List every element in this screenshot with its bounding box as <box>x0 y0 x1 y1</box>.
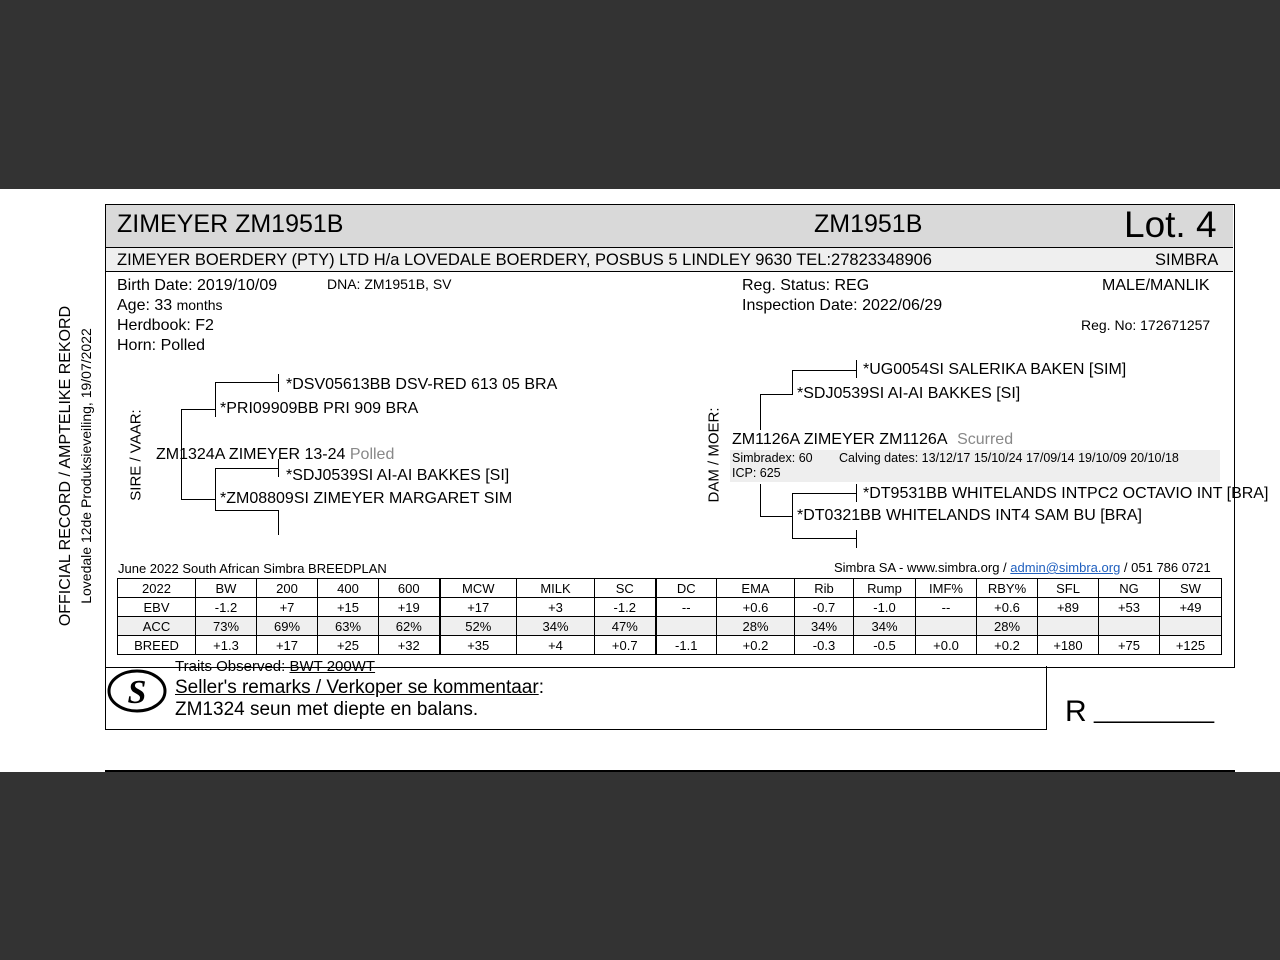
ebv-row-acc-cell: 28% <box>717 617 795 636</box>
horn-status: Horn: Polled <box>117 337 206 354</box>
dam-label: DAM / MOER: <box>705 407 723 503</box>
birth-date: Birth Date: 2019/10/09 <box>117 277 278 294</box>
simbra-contact: Simbra SA - www.simbra.org / admin@simbra.org / 051 786 0721 <box>834 560 1211 575</box>
ebv-row-acc-cell: ACC <box>118 617 196 636</box>
ebv-header-row-cell: Rib <box>795 579 854 598</box>
ebv-row-ebv-cell: +49 <box>1160 598 1222 617</box>
ebv-row-acc-cell: 62% <box>379 617 440 636</box>
traits-observed: Traits Observed: BWT 200WT <box>175 658 376 675</box>
simbradex: Simbradex: 60 <box>732 451 813 465</box>
sire-sire-sire: *DSV05613BB DSV-RED 613 05 BRA <box>286 376 558 393</box>
ebv-row-acc-cell <box>656 617 717 636</box>
dam-sire: *SDJ0539SI AI-AI BAKKES [SI] <box>797 385 1021 402</box>
ebv-row-breed-cell: +0.0 <box>916 636 977 655</box>
ebv-row-ebv-cell: +19 <box>379 598 440 617</box>
ebv-row-acc <box>118 617 1222 636</box>
ebv-row-breed-cell: +180 <box>1038 636 1099 655</box>
ebv-row-ebv-cell: -0.7 <box>795 598 854 617</box>
ebv-header-row-cell: 600 <box>379 579 440 598</box>
ebv-row-breed-cell: +75 <box>1099 636 1160 655</box>
sire-sire: *PRI09909BB PRI 909 BRA <box>220 400 419 417</box>
ebv-row-breed-cell: +4 <box>517 636 595 655</box>
herdbook: Herdbook: F2 <box>117 317 214 334</box>
bottom-rule <box>105 770 1235 772</box>
ebv-row-acc-cell: 52% <box>440 617 517 636</box>
ebv-row-breed-cell: +32 <box>379 636 440 655</box>
calving-dates: Calving dates: 13/12/17 15/10/24 17/09/14 19/10/09 20/10/18 <box>839 451 1179 465</box>
sire-horn: Polled <box>349 446 395 463</box>
ebv-row-ebv-cell: +0.6 <box>977 598 1038 617</box>
reg-status: Reg. Status: REG <box>742 277 870 294</box>
ebv-row-breed-cell: +35 <box>440 636 517 655</box>
ebv-row-acc-cell: 69% <box>257 617 318 636</box>
ebv-row-breed-cell: -0.3 <box>795 636 854 655</box>
ebv-row-acc-cell: 63% <box>318 617 379 636</box>
ebv-header-row-cell: Rump <box>854 579 916 598</box>
ebv-row-breed <box>118 636 1222 655</box>
sire-dam: *ZM08809SI ZIMEYER MARGARET SIM <box>220 490 513 507</box>
ebv-row-ebv-cell: +7 <box>257 598 318 617</box>
reg-number: Reg. No: 172671257 <box>1081 317 1211 333</box>
sellers-remarks-heading: Seller's remarks / Verkoper se kommentaar: <box>175 677 544 698</box>
ebv-header-row-cell: NG <box>1099 579 1160 598</box>
ebv-row-ebv-cell: -1.2 <box>595 598 656 617</box>
ebv-header-row-cell: 200 <box>257 579 318 598</box>
auction-label: Lovedale 12de Produksieveiling, 19/07/2022 <box>78 328 94 604</box>
ebv-row-breed-cell: BREED <box>118 636 196 655</box>
ebv-row-breed-cell: +17 <box>257 636 318 655</box>
ebv-header-row-cell: SW <box>1160 579 1222 598</box>
ebv-row-acc-cell: 34% <box>517 617 595 636</box>
ebv-header-row-cell: RBY% <box>977 579 1038 598</box>
ebv-row-breed-cell: +0.2 <box>977 636 1038 655</box>
ebv-header-row-cell: 400 <box>318 579 379 598</box>
dam-name: ZM1126A ZIMEYER ZM1126A Scurred <box>732 431 1014 448</box>
dam-horn: Scurred <box>957 431 1014 448</box>
animal-id: ZM1951B <box>814 210 923 238</box>
ebv-header-row-cell: BW <box>196 579 257 598</box>
ebv-row-acc-cell <box>1099 617 1160 636</box>
ebv-row-acc-cell: 34% <box>795 617 854 636</box>
svg-text:S: S <box>127 674 147 711</box>
ebv-row-acc-cell <box>916 617 977 636</box>
ebv-row-acc-cell <box>1160 617 1222 636</box>
age: Age: 33 months <box>117 297 223 314</box>
ebv-row-acc-cell: 47% <box>595 617 656 636</box>
ebv-row-breed-cell: +25 <box>318 636 379 655</box>
ebv-header-row-cell: DC <box>656 579 717 598</box>
ebv-row-ebv-cell: +17 <box>440 598 517 617</box>
ebv-row-breed-cell: +0.2 <box>717 636 795 655</box>
dam-dam: *DT0321BB WHITELANDS INT4 SAM BU [BRA] <box>797 507 1142 524</box>
dam-sire-sire: *UG0054SI SALERIKA BAKEN [SIM] <box>863 361 1127 378</box>
ebv-header-row-cell: MCW <box>440 579 517 598</box>
ebv-row-ebv-cell: -1.0 <box>854 598 916 617</box>
sire-dam-sire: *SDJ0539SI AI-AI BAKKES [SI] <box>286 467 510 484</box>
ebv-row-breed-cell: -1.1 <box>656 636 717 655</box>
ebv-table <box>117 578 1222 655</box>
ebv-header-row <box>118 579 1222 598</box>
icp: ICP: 625 <box>732 466 781 480</box>
ebv-row-ebv-cell: +15 <box>318 598 379 617</box>
price-blank: _________ <box>1094 697 1215 724</box>
breeder-info: ZIMEYER BOERDERY (PTY) LTD H/a LOVEDALE BOERDERY, POSBUS 5 LINDLEY 9630 TEL:27823348906 <box>117 251 932 269</box>
ebv-row-acc-cell <box>1038 617 1099 636</box>
inspection-date: Inspection Date: 2022/06/29 <box>742 297 943 314</box>
ebv-row-acc-cell: 34% <box>854 617 916 636</box>
official-record-label: OFFICIAL RECORD / AMPTELIKE REKORD <box>57 305 74 627</box>
breed-name: SIMBRA <box>1155 251 1219 269</box>
ebv-row-breed-cell: +1.3 <box>196 636 257 655</box>
ebv-header-row-cell: IMF% <box>916 579 977 598</box>
ebv-row-acc-cell: 28% <box>977 617 1038 636</box>
ebv-header-row-cell: MILK <box>517 579 595 598</box>
ebv-row-ebv <box>118 598 1222 617</box>
ebv-header-row-cell: SFL <box>1038 579 1099 598</box>
price-label: R <box>1065 695 1087 728</box>
ebv-row-breed-cell: +0.7 <box>595 636 656 655</box>
ebv-row-acc-cell: 73% <box>196 617 257 636</box>
ebv-row-ebv-cell: EBV <box>118 598 196 617</box>
ebv-row-ebv-cell: +89 <box>1038 598 1099 617</box>
ebv-row-breed-cell: +125 <box>1160 636 1222 655</box>
ebv-row-ebv-cell: +0.6 <box>717 598 795 617</box>
sex: MALE/MANLIK <box>1102 277 1210 294</box>
ebv-row-ebv-cell: -- <box>656 598 717 617</box>
animal-name: ZIMEYER ZM1951B <box>117 210 344 238</box>
sire-name: ZM1324A ZIMEYER 13-24 Polled <box>156 446 395 463</box>
ebv-header-row-cell: 2022 <box>118 579 196 598</box>
ebv-header-row-cell: SC <box>595 579 656 598</box>
ebv-row-ebv-cell: +3 <box>517 598 595 617</box>
ebv-row-ebv-cell: -- <box>916 598 977 617</box>
ebv-header-row-cell: EMA <box>717 579 795 598</box>
ebv-row-ebv-cell: +53 <box>1099 598 1160 617</box>
sire-label: SIRE / VAAR: <box>127 409 145 501</box>
simbra-logo-icon <box>106 663 168 717</box>
lot-number: Lot. 4 <box>1124 204 1217 245</box>
ebv-row-ebv-cell: -1.2 <box>196 598 257 617</box>
dam-dam-sire: *DT9531BB WHITELANDS INTPC2 OCTAVIO INT [BRA] <box>863 485 1269 502</box>
ebv-row-breed-cell: -0.5 <box>854 636 916 655</box>
breedplan-title: June 2022 South African Simbra BREEDPLAN <box>118 561 387 576</box>
sellers-remarks-text: ZM1324 seun met diepte en balans. <box>175 699 479 720</box>
dna-info: DNA: ZM1951B, SV <box>327 276 452 292</box>
contact-email-link[interactable]: admin@simbra.org <box>1010 560 1121 575</box>
